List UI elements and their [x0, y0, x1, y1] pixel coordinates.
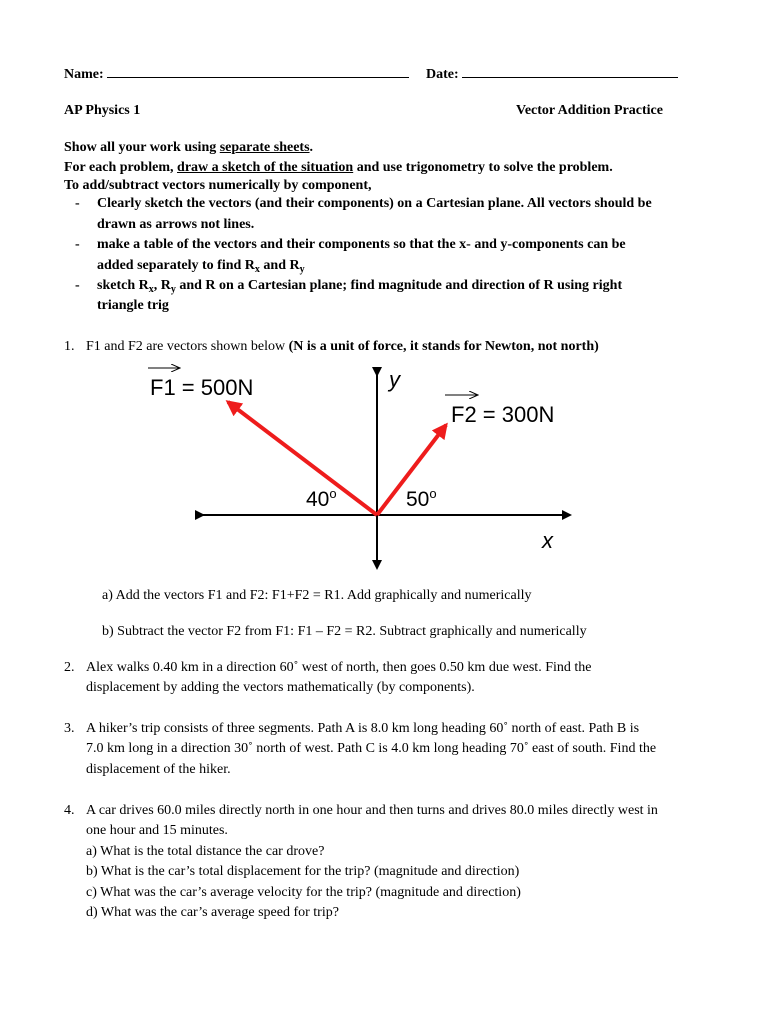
bullet-1-line-2: drawn as arrows not lines. [97, 217, 255, 232]
course-title: AP Physics 1 [64, 103, 141, 118]
problem-3-line-3: displacement of the hiker. [86, 762, 231, 777]
problem-4-line-2: one hour and 15 minutes. [86, 823, 228, 838]
bullet-2-line-1: make a table of the vectors and their components so that the x- and y-components can be [97, 237, 626, 252]
problem-4d: d) What was the car’s average speed for trip? [86, 905, 339, 920]
problem-4-line-1: A car drives 60.0 miles directly north in one hour and then turns and drives 80.0 miles directly west in [86, 803, 658, 818]
problem-1b: b) Subtract the vector F2 from F1: F1 – F2 = R2. Subtract graphically and numerically [102, 624, 587, 639]
instruction-line-2: For each problem, draw a sketch of the situation and use trigonometry to solve the problem. [64, 160, 613, 175]
problem-1a: a) Add the vectors F1 and F2: F1+F2 = R1. Add graphically and numerically [102, 588, 532, 603]
instruction-line-1: Show all your work using separate sheets. [64, 140, 314, 155]
y-axis-label: y [389, 367, 400, 392]
date-blank [462, 65, 678, 78]
angle-40-label: 40$^o$ [306, 486, 337, 511]
f1-label: F1 = 500N [150, 375, 254, 400]
problem-1-text: F1 and F2 are vectors shown below (N is a unit of force, it stands for Newton, not north) [86, 339, 599, 354]
problem-3-line-2: 7.0 km long in a direction 30˚ north of west. Path C is 4.0 km long heading 70˚ east of south. Find the [86, 741, 657, 756]
problem-4-number: 4. [64, 803, 75, 818]
bullet-marker: - [75, 278, 80, 293]
name-label: Name: [64, 67, 104, 82]
instruction-line-3: To add/subtract vectors numerically by component, [64, 178, 372, 193]
problem-4a: a) What is the total distance the car drove? [86, 844, 325, 859]
problem-4c: c) What was the car’s average velocity for the trip? (magnitude and direction) [86, 885, 521, 900]
bullet-marker: - [75, 196, 80, 211]
problem-2-number: 2. [64, 660, 75, 675]
f2-label: F2 = 300N [451, 402, 555, 427]
date-label: Date: [426, 67, 459, 82]
worksheet-title: Vector Addition Practice [516, 103, 663, 118]
bullet-3-line-2: triangle trig [97, 298, 169, 313]
name-field [64, 65, 409, 84]
f1-vector [228, 402, 377, 515]
date-field [426, 65, 678, 84]
x-axis-label: x [542, 528, 553, 553]
vector-diagram [0, 355, 770, 585]
problem-4b: b) What is the car’s total displacement for the trip? (magnitude and direction) [86, 864, 520, 879]
name-blank [107, 65, 409, 78]
bullet-1-line-1: Clearly sketch the vectors (and their components) on a Cartesian plane. All vectors should be [97, 196, 652, 211]
bullet-marker: - [75, 237, 80, 252]
problem-1-number: 1. [64, 339, 75, 354]
problem-2-line-2: displacement by adding the vectors mathematically (by components). [86, 680, 475, 695]
problem-3-number: 3. [64, 721, 75, 736]
bullet-3-line-1: sketch $R_x$, $R_y$ and R on a Cartesian plane; find magnitude and direction of R using right [97, 278, 623, 295]
problem-2-line-1: Alex walks 0.40 km in a direction 60˚ west of north, then goes 0.50 km due west. Find the [86, 660, 592, 675]
bullet-2-line-2: added separately to find $R_x$ and $R_y$ [97, 258, 305, 275]
problem-3-line-1: A hiker’s trip consists of three segments. Path A is 8.0 km long heading 60˚ north of east. Path B is [86, 721, 640, 736]
angle-50-label: 50$^o$ [406, 486, 437, 511]
